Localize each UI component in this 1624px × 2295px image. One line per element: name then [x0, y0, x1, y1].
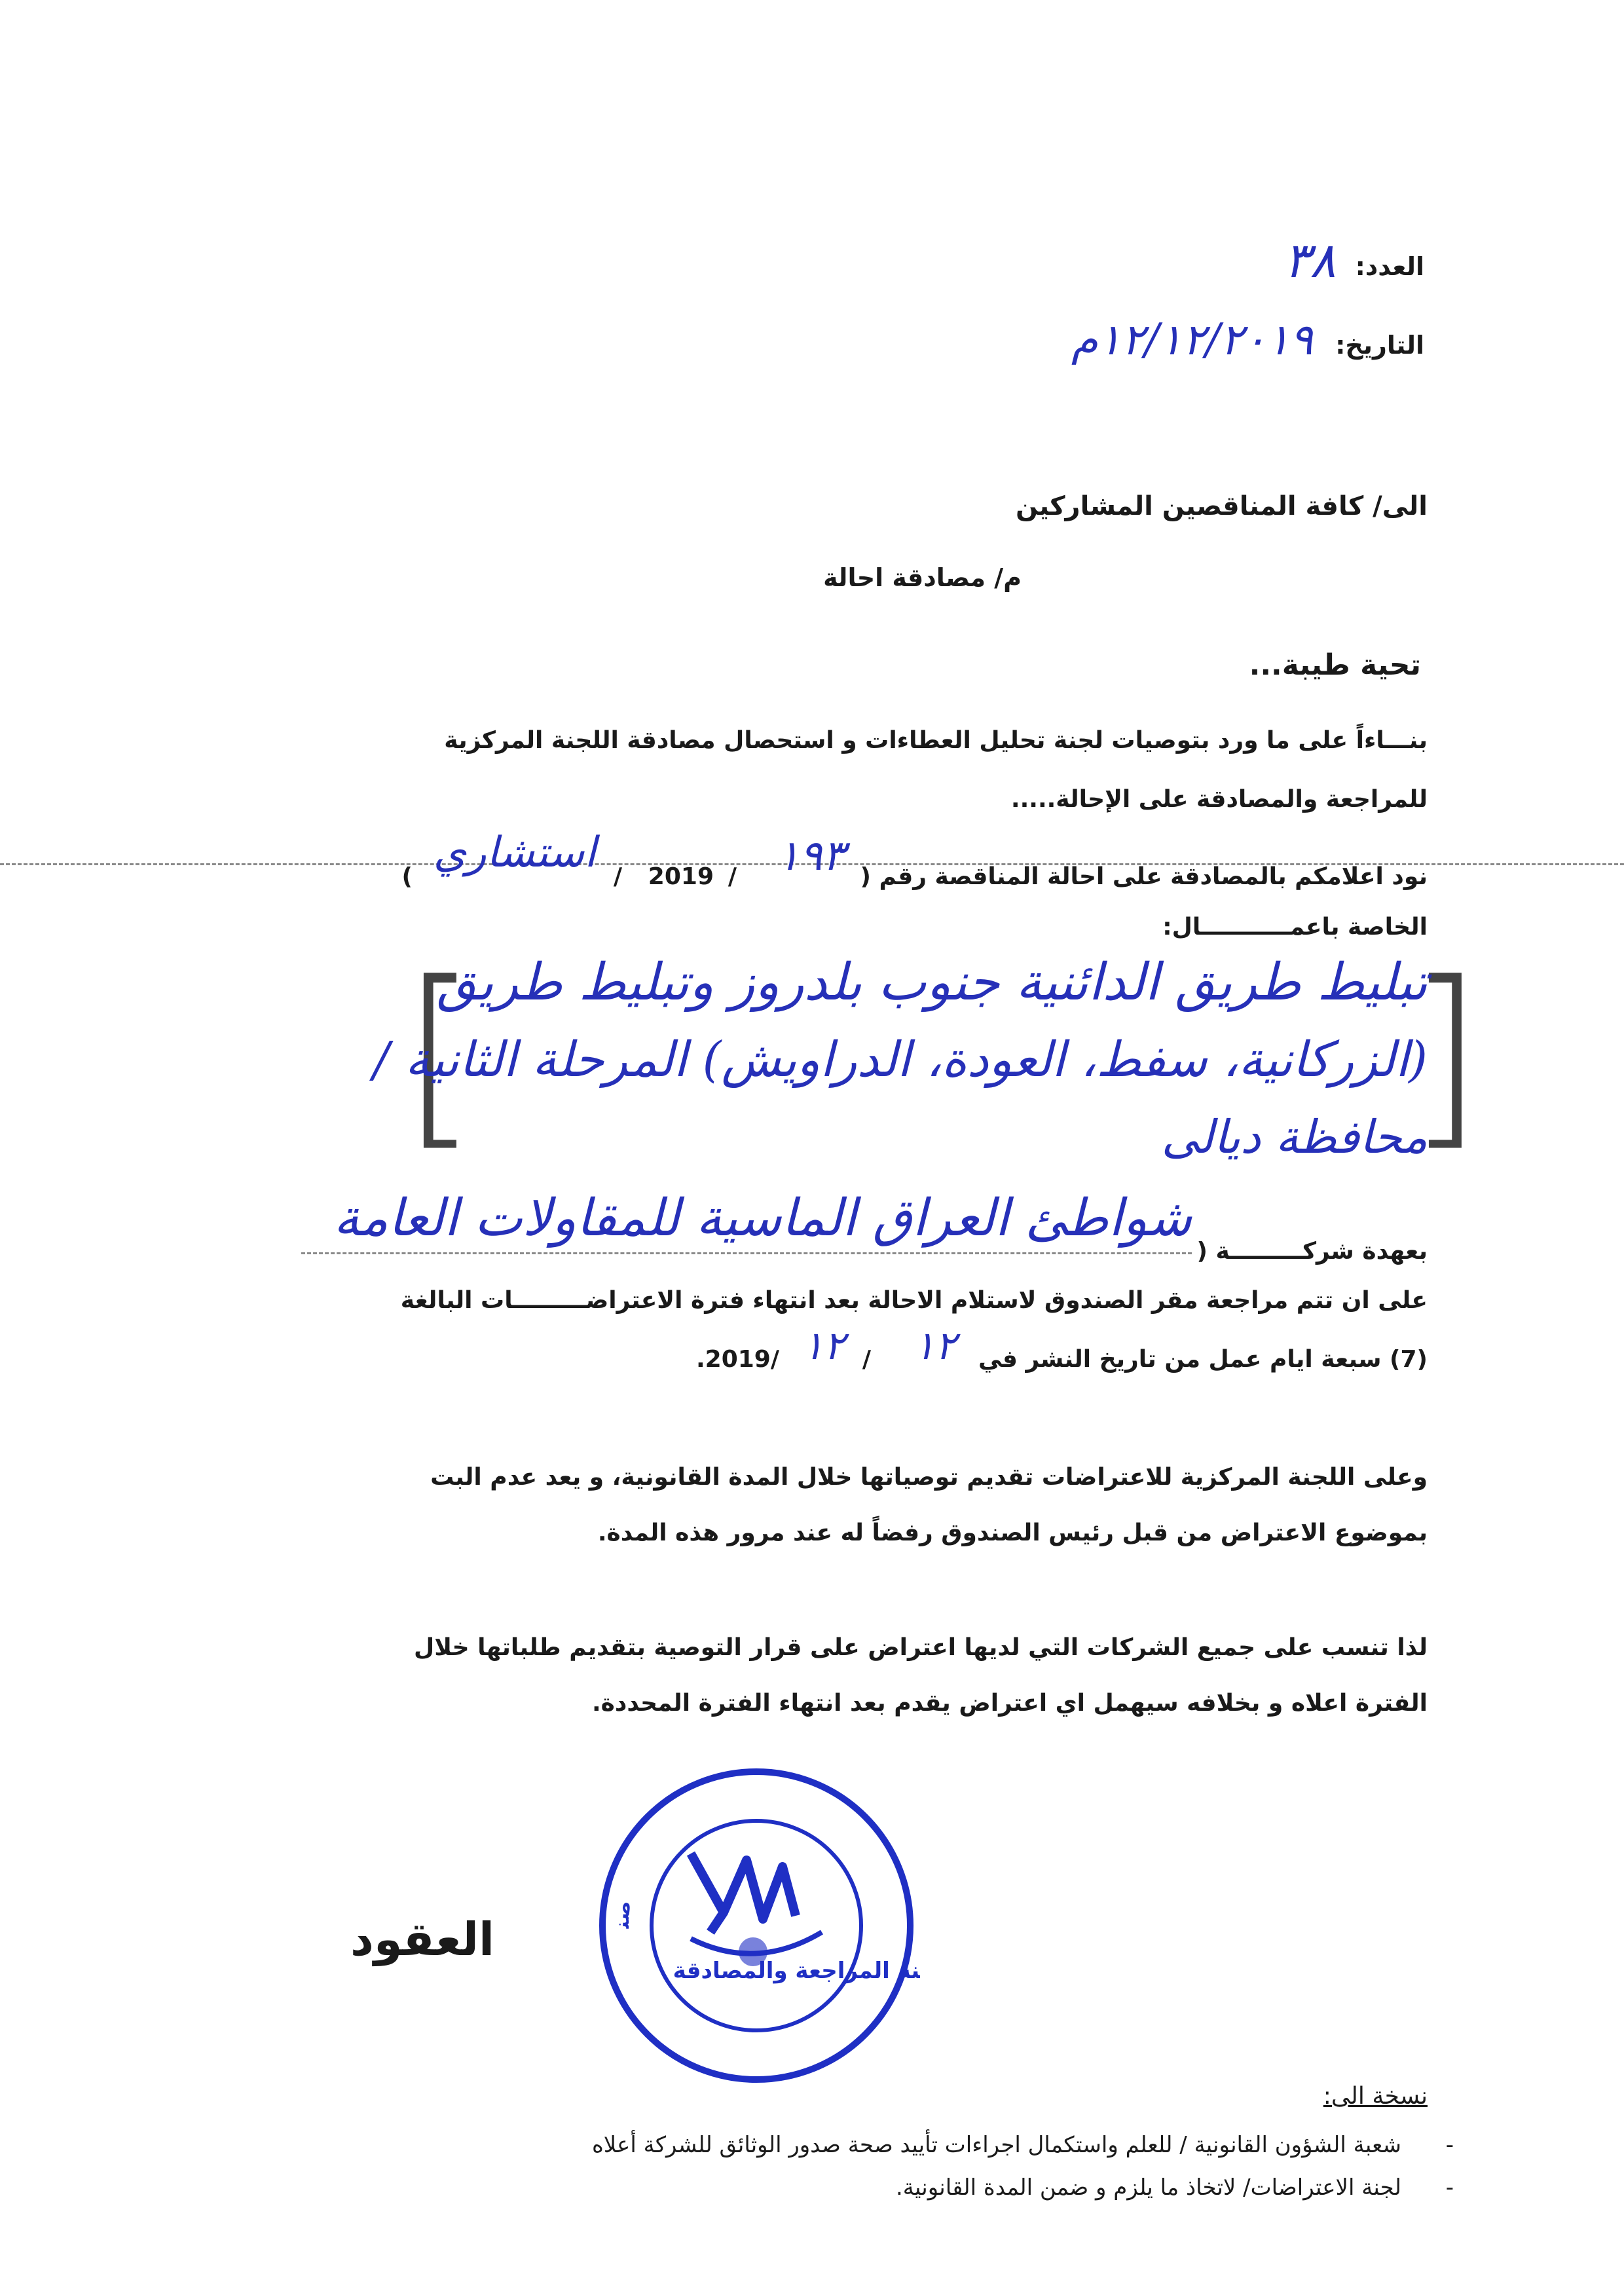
tender-number: ١٩٣ [777, 832, 845, 880]
tender-type-separator: / [613, 863, 622, 890]
department-signature: العقود [350, 1912, 494, 1966]
number-value: ٣٨ [1283, 233, 1336, 289]
works-open-bracket: [ [1406, 940, 1483, 1168]
committee-line-2: بموضوع الاعتراض من قبل رئيس الصندوق رفضاً له عند مرور هذه المدة. [597, 1520, 1428, 1546]
company-name: شواطئ العراق الماسية للمقاولات العامة [333, 1189, 1192, 1248]
tender-prefix: نود اعلامكم بالمصادقة على احالة المناقصة رقم ( [860, 863, 1428, 890]
works-line-1: تبليط طريق الدائنية جنوب بلدروز وتبليط طريق [436, 953, 1428, 1012]
date-value: ١٢/١٢/٢٠١٩م [1071, 314, 1313, 365]
recipient-to: الى/ كافة المناقصين المشاركين [1015, 491, 1428, 521]
copies-label: نسخة الى: [1323, 2083, 1428, 2110]
tender-type: استشاري [433, 829, 596, 877]
publish-day: ١٢ [913, 1323, 956, 1369]
review-line-1: على ان تتم مراجعة مقر الصندوق لاستلام الاحالة بعد انتهاء فترة الاعتراضـــــــــات البالغة [400, 1287, 1428, 1314]
advice-line-2: الفترة اعلاه و بخلافه سيهمل اي اعتراض يقدم بعد انتهاء الفترة المحددة. [591, 1690, 1428, 1717]
publish-separator: / [862, 1346, 871, 1373]
committee-line-1: وعلى اللجنة المركزية للاعتراضات تقديم توصياتها خلال المدة القانونية، و يعد عدم البت [430, 1464, 1428, 1491]
official-stamp [593, 1762, 920, 2089]
works-line-3: محافظة ديالى [1161, 1110, 1428, 1164]
greeting: تحية طيبة... [1249, 648, 1421, 682]
review-line-2: (7) سبعة ايام عمل من تاريخ النشر في [978, 1346, 1428, 1373]
tender-year: 2019 [648, 863, 714, 890]
copy-item-2: لجنة الاعتراضات/ لاتخاذ ما يلزم و ضمن المدة القانونية. [895, 2174, 1401, 2201]
works-label: الخاصة باعمـــــــــــال: [1162, 914, 1428, 941]
copy-item-1: شعبة الشؤون القانونية / للعلم واستكمال اجراءات تأييد صحة صدور الوثائق للشركة أعلاه [591, 2132, 1401, 2158]
works-line-2: (الزركانية، سفط، العودة، الدراويش) المرحلة الثانية / [373, 1032, 1428, 1088]
tender-year-separator: / [728, 863, 737, 890]
publish-year: /2019. [695, 1346, 779, 1373]
publish-month: ١٢ [802, 1323, 845, 1369]
subject-line: م/ مصادقة احالة [823, 563, 1022, 592]
copy-item-bullet-1: - [1445, 2132, 1454, 2158]
copy-item-bullet-2: - [1445, 2174, 1454, 2201]
stamp-seal-icon [593, 1762, 920, 2089]
company-underline [301, 1252, 1192, 1254]
company-label: بعهدة شركـــــــــة ( [1196, 1238, 1428, 1265]
number-label: العدد: [1355, 252, 1424, 281]
advice-line-1: لذا تنسب على جميع الشركات التي لديها اعتراض على قرار التوصية بتقديم طلباتها خلال [414, 1634, 1428, 1661]
stamp-center-text: لجنة المراجعة والمصادقة [673, 1958, 920, 1984]
tender-suffix: ) [401, 863, 413, 890]
works-close-bracket: ] [401, 940, 478, 1168]
svg-text:صندوق اعادة اعمار المناطق المت [593, 1762, 636, 1930]
intro-line-1: بنـــاءاً على ما ورد بتوصيات لجنة تحليل العطاءات و استحصال مصادقة اللجنة المركزية [444, 727, 1428, 754]
stamp-ring-text: صن [610, 1899, 636, 1929]
date-label: التاريخ: [1335, 331, 1424, 360]
intro-line-2: للمراجعة والمصادقة على الإحالة..... [1010, 786, 1428, 813]
